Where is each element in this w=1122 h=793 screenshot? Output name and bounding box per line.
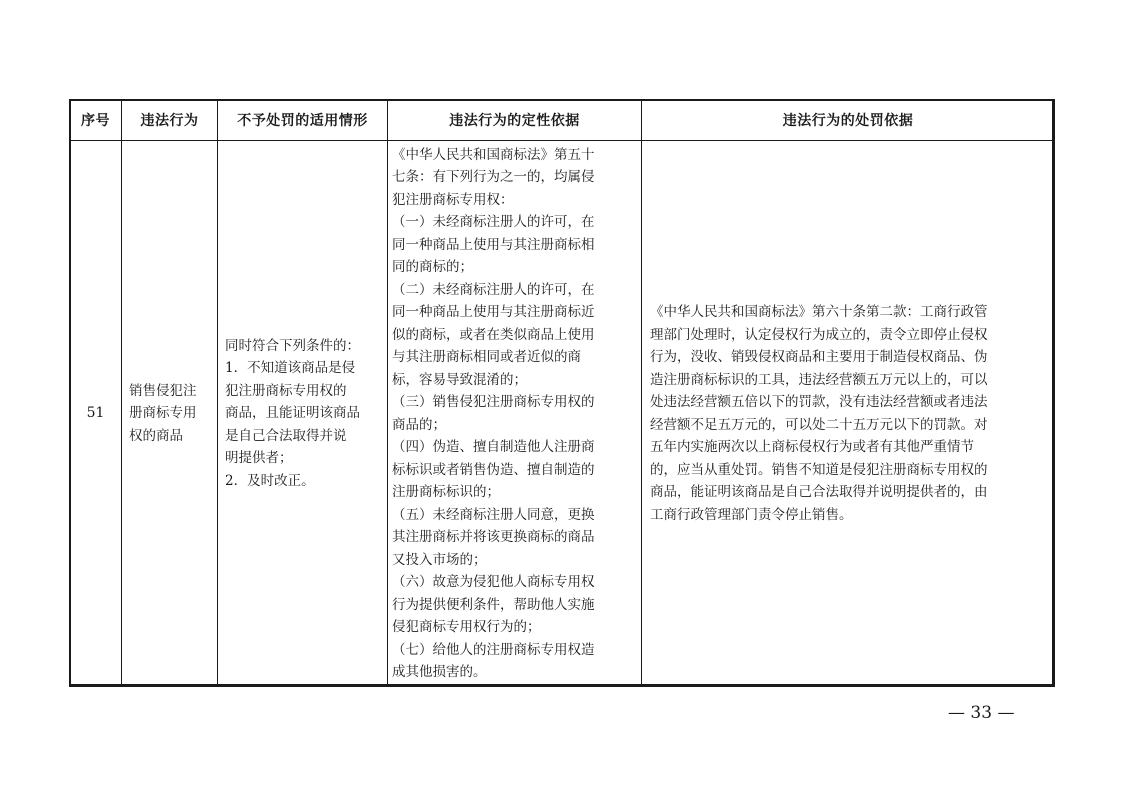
header-legal-basis: 违法行为的定性依据 [388,100,642,141]
basis-line: 同一种商品上使用与其注册商标近 [392,304,595,320]
basis-line: 犯注册商标专用权： [392,191,514,208]
basis-line: 又投入市场的； [392,551,487,568]
penalty-line: 行为，没收、销毁侵权商品和主要用于制造侵权商品、伪 [650,349,988,365]
basis-line: 商品的； [392,416,446,433]
header-penalty-basis: 违法行为的处罚依据 [642,100,1055,141]
penalty-line: 五年内实施两次以上商标侵权行为或者有其他严重情节 [650,439,974,455]
penalty-line: 处违法经营额五倍以下的罚款，没有违法经营额或者违法 [650,394,988,410]
basis-line: 行为提供便利条件，帮助他人实施 [392,596,595,613]
basis-line: 同一种商品上使用与其注册商标相 [392,236,595,253]
penalty-line: 造注册商标标识的工具，违法经营额五万元以上的，可以 [650,371,988,388]
penalty-line: 商品，能证明该商品是自己合法取得并说明提供者的，由 [650,484,988,500]
exemption-line: 商品，且能证明该商品 [225,405,360,422]
basis-line: 标标识或者销售伪造、擅自制造的 [392,461,595,478]
violation-line: 销售侵犯注 [129,382,197,399]
basis-line: 《中华人民共和国商标法》第五十 [392,146,595,163]
header-serial-number: 序号 [70,100,122,141]
penalty-line: 经营额不足五万元的，可以处二十五万元以下的罚款。对 [650,416,988,433]
penalty-basis-cell [642,141,1055,687]
regulation-table [69,99,1055,687]
penalty-line: 的，应当从重处罚。销售不知道是侵犯注册商标专用权的 [650,461,988,478]
basis-line: （六）故意为侵犯他人商标专用权 [392,574,595,590]
exemption-cell [218,141,388,687]
header-violation: 违法行为 [122,100,218,141]
basis-line: （二）未经商标注册人的许可，在 [392,281,595,298]
basis-line: 七条：有下列行为之一的，均属侵 [392,169,595,185]
legal-basis-cell [388,141,642,687]
exemption-line: 1．不知道该商品是侵 [225,360,356,377]
violation-line: 册商标专用 [129,405,197,422]
basis-line: 似的商标，或者在类似商品上使用 [392,326,595,343]
basis-line: （七）给他人的注册商标专用权造 [392,641,595,658]
penalty-line: 工商行政管理部门责令停止销售。 [650,506,853,523]
header-exemption-conditions: 不予处罚的适用情形 [218,100,388,141]
row-serial-number: 51 [70,141,122,687]
basis-line: 注册商标标识的； [392,484,500,500]
violation-line: 权的商品 [129,427,183,444]
basis-line: 其注册商标并将该更换商标的商品 [392,529,595,545]
basis-line: （五）未经商标注册人同意，更换 [392,506,595,523]
penalty-line: 《中华人民共和国商标法》第六十条第二款：工商行政管 [650,304,988,320]
exemption-line: 是自己合法取得并说 [225,427,347,444]
basis-line: 侵犯商标专用权行为的； [392,619,541,635]
basis-line: 同的商标的； [392,259,473,275]
table-row [70,141,1055,687]
exemption-line: 犯注册商标专用权的 [225,382,347,399]
table-header-row [70,100,1055,141]
basis-line: 标，容易导致混淆的； [392,371,527,388]
exemption-line: 明提供者； [225,450,293,467]
basis-line: 成其他损害的。 [392,664,487,680]
exemption-line: 2．及时改正。 [225,472,315,489]
basis-line: （三）销售侵犯注册商标专用权的 [392,394,595,410]
basis-line: （四）伪造、擅自制造他人注册商 [392,439,595,455]
violation-cell [122,141,218,687]
penalty-line: 理部门处理时，认定侵权行为成立的，责令立即停止侵权 [650,326,988,343]
basis-line: （一）未经商标注册人的许可，在 [392,214,595,230]
page-number: — 33 — [948,703,1015,723]
basis-line: 与其注册商标相同或者近似的商 [392,349,581,365]
exemption-line: 同时符合下列条件的： [225,337,360,354]
